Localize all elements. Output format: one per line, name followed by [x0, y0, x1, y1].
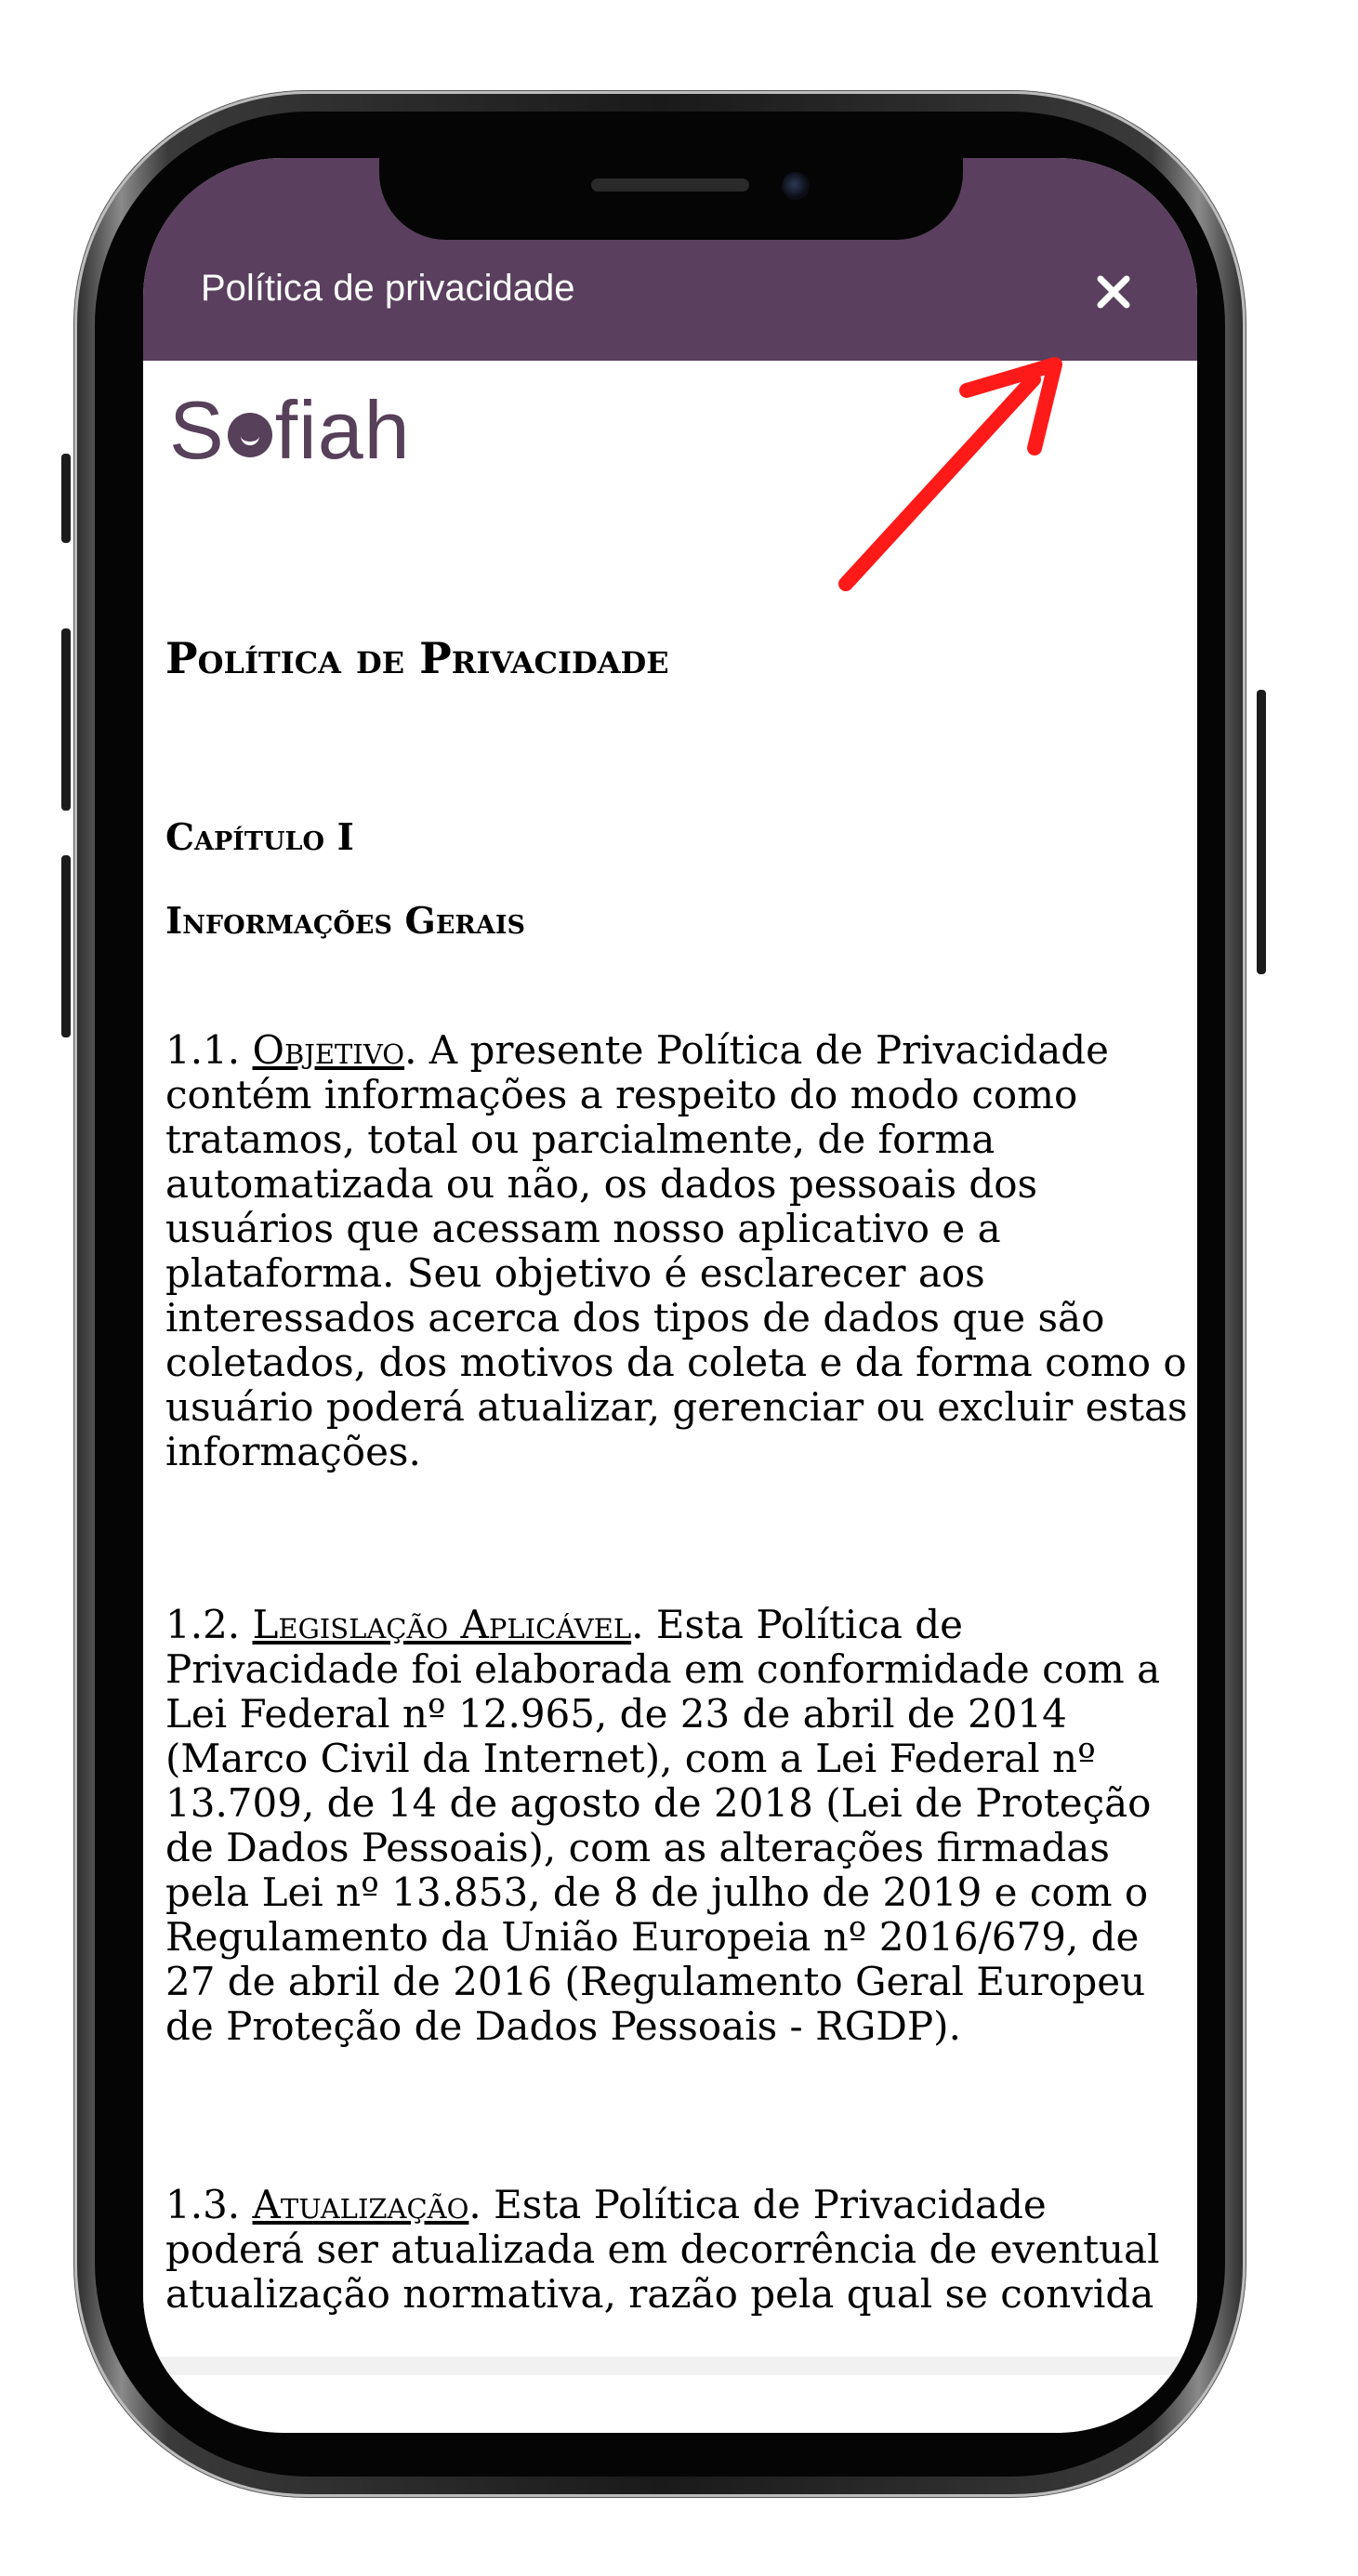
- paragraph-text: . Esta Política de Privacidade foi elaborada em conformidade com a Lei Federal nº 12.965, de 23 de abril de 2014 (Marco Civil da Internet), com a Lei Federal nº 13.709, de 14 de agosto de 2018 (Lei de Proteção de Dados Pessoais), com as alterações firmadas pela Lei nº 13.853, de 8 de julho de 2019 e com o Regulamento da União Europeia nº 2016/679, de 27 de abril de 2016 (Regulamento Geral Europeu de Proteção de Dados Pessoais - RGDP).: [165, 1602, 1161, 2049]
- section-heading: Informações Gerais: [165, 900, 525, 943]
- chapter-heading: Capítulo I: [165, 816, 354, 859]
- paragraph-text: . A presente Política de Privacidade contém informações a respeito do modo como tratamos, total ou parcialmente, de forma automatizada ou não, os dados pessoais dos usuários que acessam nosso aplicativo e a plataforma. Seu objetivo é esclarecer aos interessados acerca dos tipos de dados que são coletados, dos motivos da coleta e da forma como o usuário poderá atualizar, gerenciar ou excluir estas informações.: [165, 1027, 1188, 1474]
- document-title: Política de Privacidade: [165, 633, 669, 683]
- paragraph-heading: Legislação Aplicável: [252, 1602, 632, 1647]
- paragraph-number: 1.1.: [165, 1027, 241, 1073]
- logo-text-end: fiah: [274, 384, 411, 476]
- paragraph-number: 1.2.: [165, 1602, 241, 1647]
- paragraph-heading: Atualização: [252, 2182, 469, 2227]
- paragraph-heading: Objetivo: [252, 1027, 405, 1073]
- modal-title: Política de privacidade: [201, 268, 575, 309]
- logo-text-start: S: [169, 384, 225, 476]
- paragraph-number: 1.3.: [165, 2182, 241, 2227]
- paragraph-text: . Esta Política de Privacidade poderá ser atualizada em decorrência de eventual atualização normativa, razão pela qual se convida: [165, 2182, 1160, 2317]
